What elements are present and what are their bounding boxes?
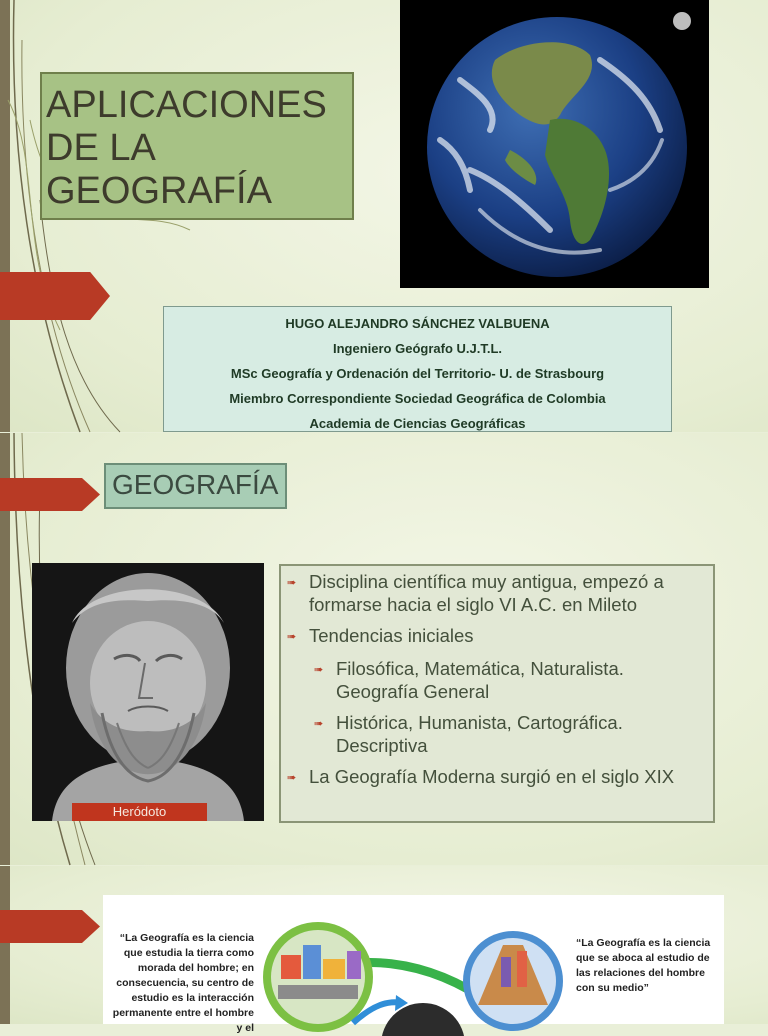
red-arrow-marker bbox=[0, 478, 100, 511]
slide-left-bar bbox=[0, 866, 10, 1024]
author-academy: Academia de Ciencias Geográficas bbox=[309, 416, 526, 431]
quote-right: “La Geografía es la ciencia que se aboca al estudio de las relaciones del hombre con su medio” bbox=[576, 937, 711, 994]
title-box bbox=[40, 72, 354, 220]
infographic-illustration bbox=[103, 895, 724, 1024]
arrow-bullet-icon: ➠ bbox=[287, 577, 297, 589]
bullet-item bbox=[287, 765, 707, 790]
slide-1 bbox=[0, 0, 768, 432]
herodotus-bust-image bbox=[32, 563, 264, 821]
author-msc: MSc Geografía y Ordenación del Territorio- U. de Strasbourg bbox=[230, 366, 605, 381]
arrow-bullet-icon: ➠ bbox=[287, 631, 297, 643]
title-line-2: DE LA bbox=[46, 127, 156, 169]
author-name: HUGO ALEJANDRO SÁNCHEZ VALBUENA bbox=[285, 316, 550, 331]
sub-bullet-item bbox=[314, 711, 707, 757]
portrait-caption: Heródoto bbox=[72, 803, 207, 821]
author-degree: Ingeniero Geógrafo U.J.T.L. bbox=[332, 341, 503, 356]
bullet-list-box bbox=[279, 564, 715, 823]
red-arrow-marker bbox=[0, 910, 100, 943]
author-membership: Miembro Correspondiente Sociedad Geográfica de Colombia bbox=[229, 391, 606, 406]
bullet-text: La Geografía Moderna surgió en el siglo XIX bbox=[309, 766, 675, 787]
section-heading: GEOGRAFÍA bbox=[104, 463, 287, 509]
arrow-bullet-icon: ➠ bbox=[314, 664, 324, 676]
slide-2 bbox=[0, 433, 768, 865]
red-arrow-marker bbox=[0, 272, 110, 320]
earth-image bbox=[400, 0, 709, 288]
bullet-text: Histórica, Humanista, Cartográfica. Descriptiva bbox=[336, 712, 623, 756]
quote-left: “La Geografía es la ciencia que estudia la tierra como morada del hombre; en consecuencia, su centro de estudio es la interacción permanente entre el hombre y el bbox=[112, 932, 254, 1034]
title-line-1: APLICACIONES bbox=[46, 84, 327, 126]
geography-definitions-infographic bbox=[103, 895, 724, 1034]
bullet-text: Disciplina científica muy antigua, empezó a formarse hacia el siglo VI A.C. en Mileto bbox=[309, 571, 664, 615]
author-info-box bbox=[163, 306, 672, 432]
bullet-item bbox=[287, 570, 707, 616]
bullet-text: Filosófica, Matemática, Naturalista. Geografía General bbox=[336, 658, 624, 702]
title-line-3: GEOGRAFÍA bbox=[46, 170, 272, 212]
arrow-bullet-icon: ➠ bbox=[287, 772, 297, 784]
bullet-item bbox=[287, 624, 707, 649]
bullet-text: Tendencias iniciales bbox=[309, 625, 474, 646]
sub-bullet-item bbox=[314, 657, 707, 703]
arrow-bullet-icon: ➠ bbox=[314, 718, 324, 730]
slide-3 bbox=[0, 866, 768, 1034]
